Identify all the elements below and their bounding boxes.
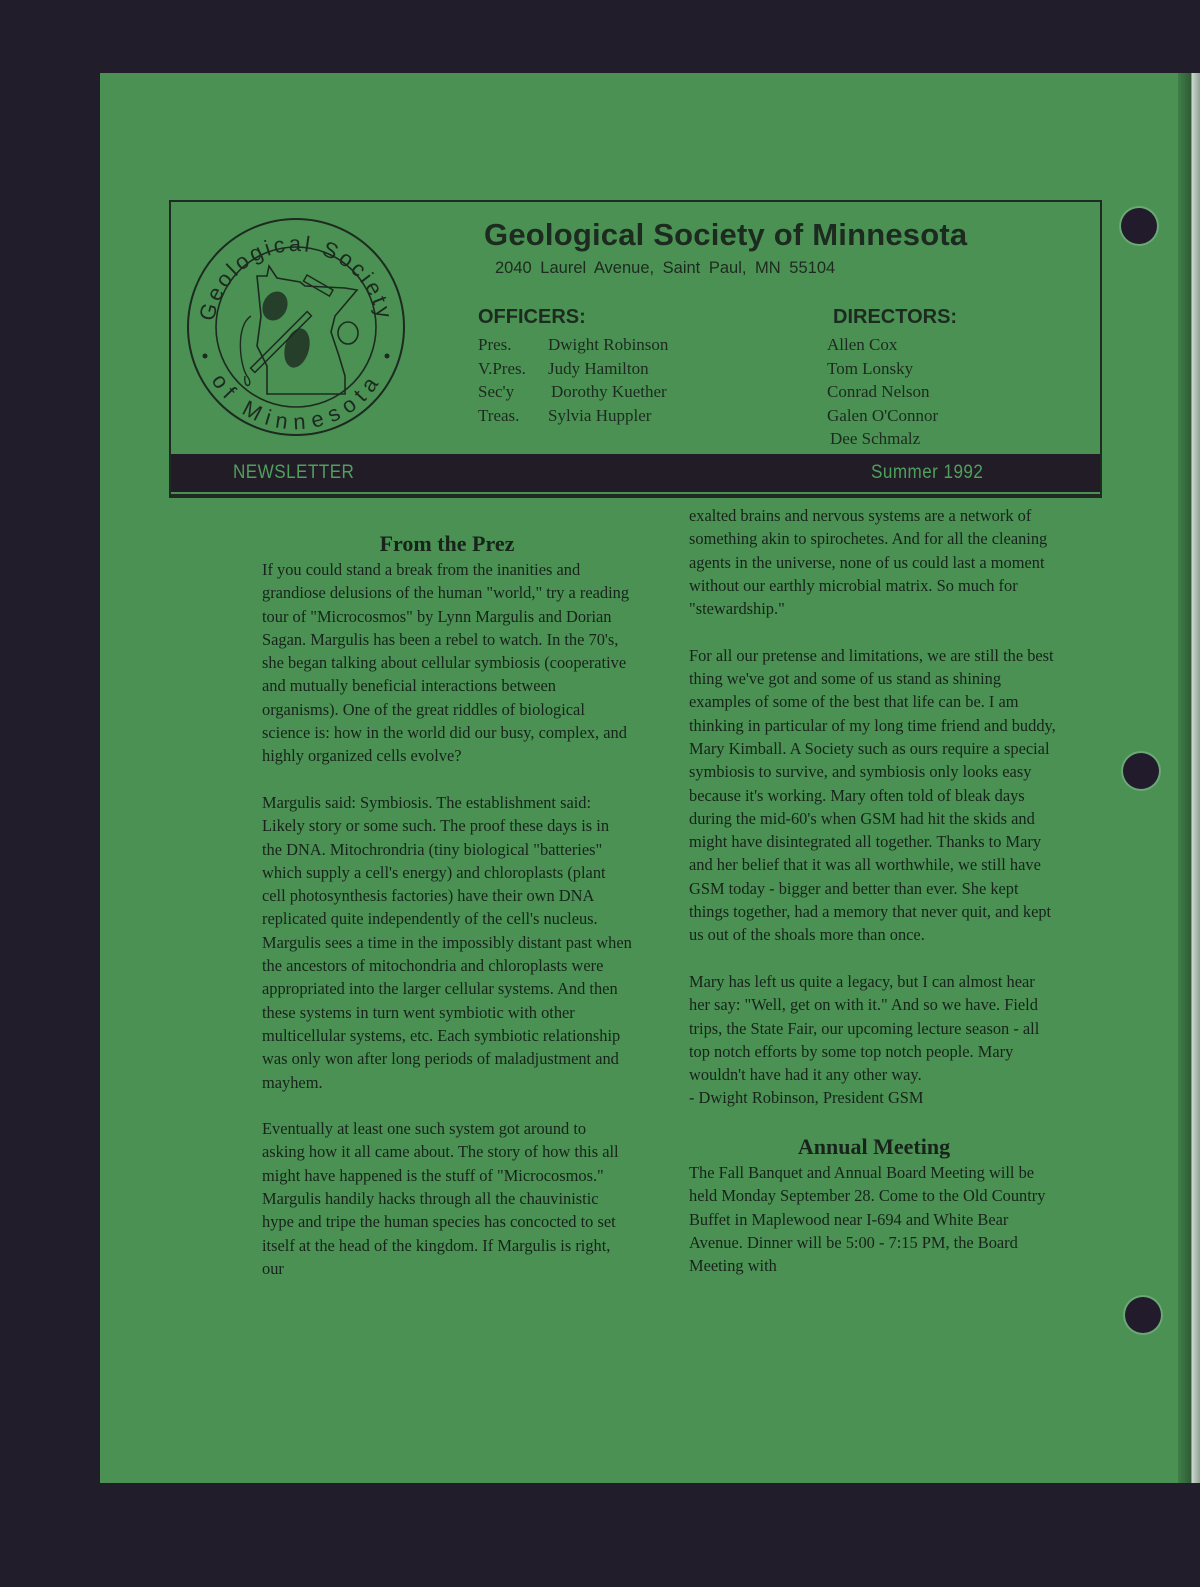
article-paragraph: If you could stand a break from the inanities and grandiose delusions of the human "world," try a reading tour of "Microcosmos" by Lynn Margulis and Dorian Sagan. Margulis has been a rebel to watch. In the 70's, she began talking about cellular symbiosis (cooperative and mutually beneficial interactions between organisms). One of the great riddles of biological science is: how in the world did our busy, complex, and highly organized cells evolve? <box>262 560 630 766</box>
directors-list <box>827 333 938 451</box>
page-edge <box>1178 73 1200 1483</box>
director-name: Conrad Nelson <box>827 382 930 401</box>
officer-name: Sylvia Huppler <box>548 405 652 425</box>
officer-name: Dorothy Kuether <box>551 382 667 401</box>
officer-row <box>478 333 668 357</box>
newsletter-label: NEWSLETTER <box>233 462 355 483</box>
newsletter-banner <box>171 454 1100 492</box>
officer-role: Treas. <box>478 405 520 425</box>
punch-hole-bottom <box>1125 1297 1161 1333</box>
article-signature: - Dwight Robinson, President GSM <box>689 1088 924 1108</box>
banner-divider <box>171 494 1100 496</box>
article-column-right <box>689 504 1059 1301</box>
officer-name: Dwight Robinson <box>548 335 669 354</box>
officer-row <box>478 357 668 381</box>
directors-heading: DIRECTORS: <box>833 306 958 328</box>
director-name: Dee Schmalz <box>830 429 921 448</box>
director-name: Tom Lonsky <box>827 358 914 378</box>
masthead <box>169 200 1102 498</box>
article-paragraph: The Fall Banquet and Annual Board Meeting will be held Monday September 28. Come to the Old Country Buffet in Maplewood near I-694 and White Bear Avenue. Dinner will be 5:00 - 7:15 PM, the Board Meeting with <box>689 1163 1046 1276</box>
society-seal-icon <box>185 216 407 438</box>
officer-role: Pres. <box>478 335 512 354</box>
punch-hole-middle <box>1123 753 1159 789</box>
article-paragraph: Eventually at least one such system got around to asking how it all came about. The story of how this all might have happened is the stuff of "Microcosmos." Margulis handily hacks through all the chauvinistic hype and tripe the human species has concocted to set itself at the head of the kingdom. If Margulis is right, our <box>262 1119 619 1278</box>
org-address: 2040 Laurel Avenue, Saint Paul, MN 55104 <box>495 259 836 277</box>
article-heading-meeting: Annual Meeting <box>797 1134 951 1160</box>
officer-role: Sec'y <box>478 382 515 401</box>
svg-text:of Minnesota: of Minnesota <box>206 369 386 435</box>
officers-list <box>478 333 668 427</box>
article-column-left <box>262 530 632 1304</box>
officer-row <box>478 404 668 428</box>
article-heading-prez: From the Prez <box>379 531 515 556</box>
punch-hole-top <box>1121 208 1157 244</box>
officer-name: Judy Hamilton <box>548 358 649 378</box>
article-paragraph: Mary has left us quite a legacy, but I can almost hear her say: "Well, get on with it." And so we have. Field trips, the State Fair, our upcoming lecture season - all top notch efforts by some top notch people. Mary wouldn't have had it any other way. <box>689 971 1040 1085</box>
article-paragraph: For all our pretense and limitations, we are still the best thing we've got and some of us stand as shining examples of some of the best that life can be. I am thinking in particular of my long time friend and buddy, Mary Kimball. A Society such as ours require a special symbiosis to survive, and symbiosis only looks easy because it's working. Mary often told of bleak days during the mid-60's when GSM had hit the skids and might have disintegrated all together. Thanks to Mary and her belief that it was all worthwhile, we still have GSM today - bigger and better than ever. She kept things together, had a memory that never quit, and kept us out of the shoals more than once. <box>689 645 1056 945</box>
officers-heading: OFFICERS: <box>478 306 586 328</box>
svg-text:Geological Society: Geological Society <box>193 230 398 324</box>
officer-row <box>478 380 668 404</box>
director-name: Allen Cox <box>827 335 898 354</box>
org-title: Geological Society of Minnesota <box>484 217 968 252</box>
director-name: Galen O'Connor <box>827 405 939 425</box>
issue-date: Summer 1992 <box>871 462 984 483</box>
article-paragraph: exalted brains and nervous systems are a network of something akin to spirochetes. And for all the cleaning agents in the universe, none of us could last a moment without our earthly microbial matrix. So much for "stewardship." <box>689 506 1048 619</box>
officer-role: V.Pres. <box>478 358 526 378</box>
article-paragraph: Margulis said: Symbiosis. The establishment said: Likely story or some such. The proof these days is in the DNA. Mitochrondria (tiny biological "batteries" which supply a cell's energy) and chloroplasts (plant cell photosynthesis factories) have their own DNA replicated quite independently of the cell's nucleus. Margulis sees a time in the impossibly distant past when the ancestors of mitochondria and chloroplasts were appropriated into the larger cellular systems. And then these systems in turn went symbiotic with other multicellular systems, etc. Each symbiotic relationship was only won after long periods of maladjustment and mayhem. <box>262 792 632 1092</box>
